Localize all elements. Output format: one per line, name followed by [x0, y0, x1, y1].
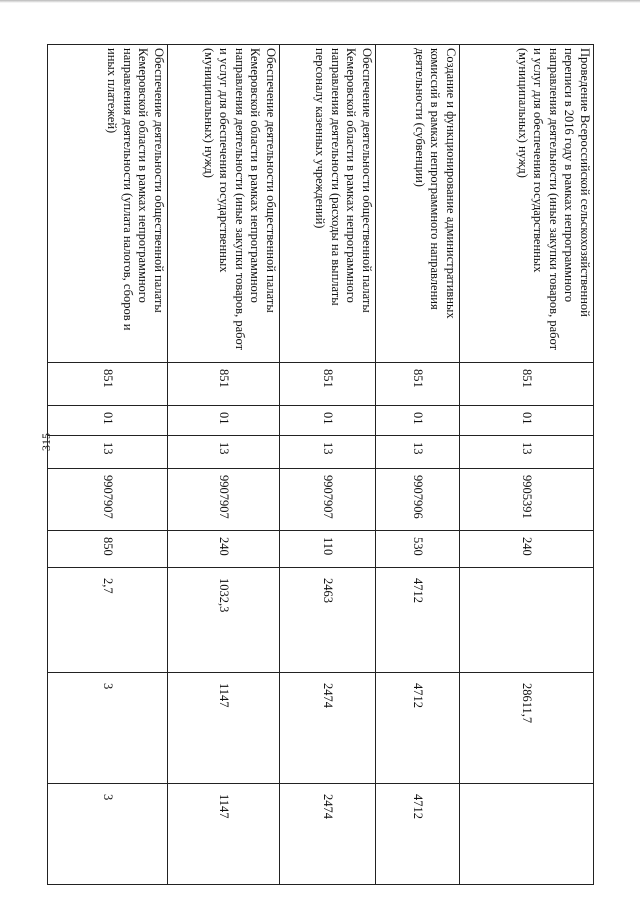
row-description: Обеспечение деятельности общественной палаты Кемеровской области в рамках непрограммного направления деятельности (уплата налогов, сборов и иных платежей)	[48, 45, 168, 363]
expense-type-code: 530	[376, 531, 460, 568]
amount-col7: 2463	[280, 568, 376, 673]
grbs-code: 851	[48, 363, 168, 406]
target-article-code: 9907907	[168, 469, 280, 531]
amount-col8: 1147	[168, 673, 280, 784]
section-code: 01	[168, 406, 280, 436]
amount-col9: 4712	[376, 784, 460, 885]
amount-col8: 2474	[280, 673, 376, 784]
section-code: 01	[460, 406, 594, 436]
expense-type-code: 110	[280, 531, 376, 568]
scan-edge	[0, 0, 640, 3]
amount-col9: 3	[48, 784, 168, 885]
amount-col8: 28611,7	[460, 673, 594, 784]
amount-col9: 1147	[168, 784, 280, 885]
target-article-code: 9907906	[376, 469, 460, 531]
table-row	[280, 45, 376, 885]
amount-col7	[460, 568, 594, 673]
expense-type-code: 240	[168, 531, 280, 568]
grbs-code: 851	[460, 363, 594, 406]
amount-col9: 2474	[280, 784, 376, 885]
section-code: 01	[280, 406, 376, 436]
amount-col8: 4712	[376, 673, 460, 784]
grbs-code: 851	[168, 363, 280, 406]
row-description: Создание и функционирование административных комиссий в рамках непрограммного направления деятельности (субвенции)	[376, 45, 460, 363]
expense-type-code: 240	[460, 531, 594, 568]
page-number: 315	[39, 433, 53, 451]
table-row	[376, 45, 460, 885]
section-code: 01	[48, 406, 168, 436]
amount-col7: 4712	[376, 568, 460, 673]
subsection-code: 13	[168, 436, 280, 469]
amount-col9	[460, 784, 594, 885]
subsection-code: 13	[48, 436, 168, 469]
expense-type-code: 850	[48, 531, 168, 568]
subsection-code: 13	[376, 436, 460, 469]
rotated-table-container	[48, 44, 594, 884]
subsection-code: 13	[280, 436, 376, 469]
grbs-code: 851	[280, 363, 376, 406]
amount-col7: 1032,3	[168, 568, 280, 673]
table-row	[48, 45, 168, 885]
target-article-code: 9907907	[280, 469, 376, 531]
row-description: Обеспечение деятельности общественной палаты Кемеровской области в рамках непрограммного направления деятельности (расходы на выплаты персоналу казенных учреждений)	[280, 45, 376, 363]
target-article-code: 9907907	[48, 469, 168, 531]
row-description: Проведение Всероссийской сельскохозяйственной переписи в 2016 году в рамках непрограммного направления деятельности (иные закупки товаров, работ и услуг для обеспечения государственных (муниципальных) нужд)	[460, 45, 594, 363]
row-description: Обеспечение деятельности общественной палаты Кемеровской области в рамках непрограммного направления деятельности (иные закупки товаров, работ и услуг для обеспечения государственных (муниципальных) нужд)	[168, 45, 280, 363]
subsection-code: 13	[460, 436, 594, 469]
amount-col7: 2,7	[48, 568, 168, 673]
amount-col8: 3	[48, 673, 168, 784]
table-row	[460, 45, 594, 885]
grbs-code: 851	[376, 363, 460, 406]
target-article-code: 9905391	[460, 469, 594, 531]
budget-table	[47, 44, 594, 885]
table-row	[168, 45, 280, 885]
section-code: 01	[376, 406, 460, 436]
